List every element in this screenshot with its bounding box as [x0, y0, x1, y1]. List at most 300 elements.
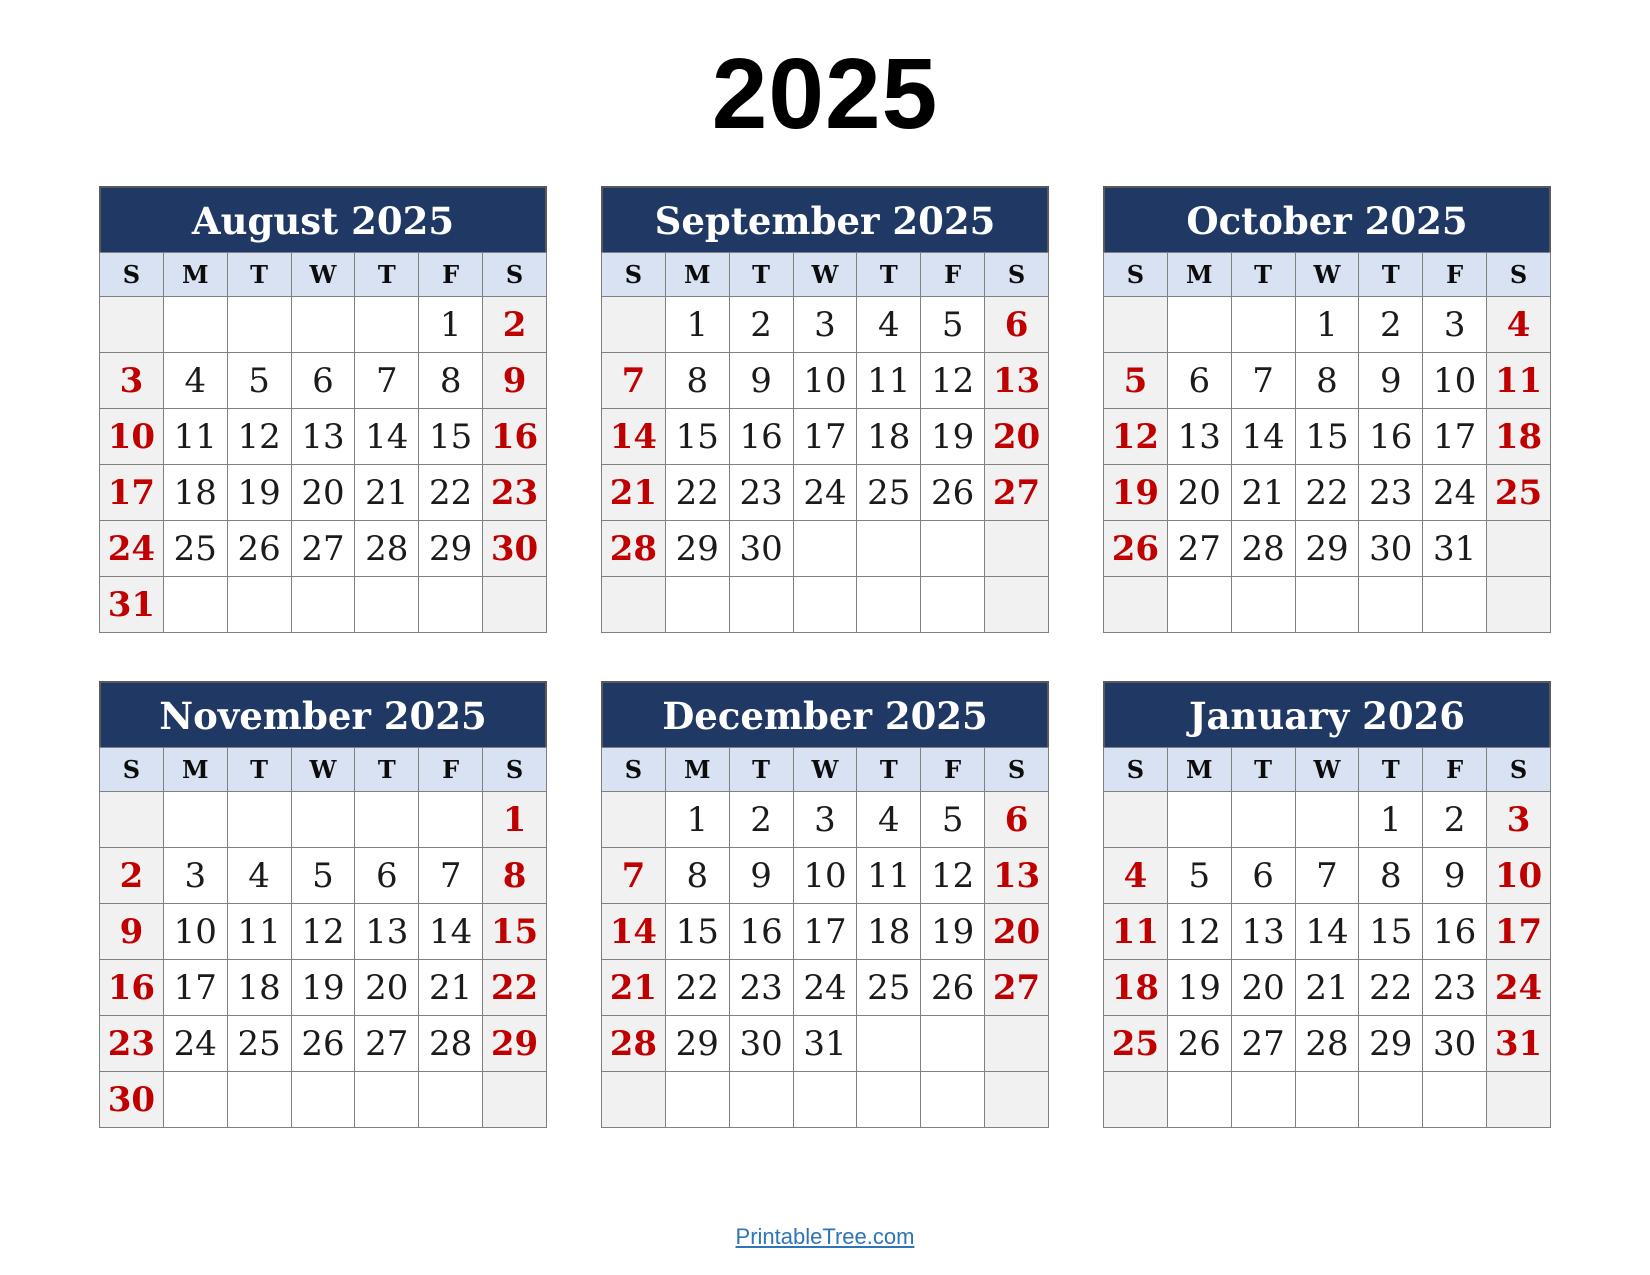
day-cell	[985, 1072, 1049, 1128]
day-cell: 27	[985, 465, 1049, 521]
day-cell: 13	[355, 904, 419, 960]
day-cell: 21	[1295, 960, 1359, 1016]
weekday-header: T	[355, 253, 419, 297]
day-cell: 2	[729, 792, 793, 848]
weekday-header: W	[291, 253, 355, 297]
weekday-header-row	[602, 748, 1049, 792]
month-title: December 2025	[601, 681, 1049, 747]
day-cell: 22	[665, 465, 729, 521]
day-cell: 25	[857, 465, 921, 521]
weekday-header: T	[729, 748, 793, 792]
week-row	[602, 353, 1049, 409]
month-calendar	[99, 186, 547, 633]
day-cell: 7	[602, 848, 666, 904]
day-cell	[227, 1072, 291, 1128]
month-title: October 2025	[1103, 186, 1551, 252]
day-cell	[1359, 577, 1423, 633]
weekday-header: W	[291, 748, 355, 792]
day-cell: 21	[602, 960, 666, 1016]
day-cell: 2	[1423, 792, 1487, 848]
weekday-header: T	[857, 253, 921, 297]
week-row	[602, 577, 1049, 633]
day-cell: 23	[1423, 960, 1487, 1016]
weekday-header: M	[665, 253, 729, 297]
weekday-header: S	[483, 748, 547, 792]
day-cell: 31	[100, 577, 164, 633]
day-cell: 5	[1167, 848, 1231, 904]
weekday-header: M	[665, 748, 729, 792]
day-cell: 1	[665, 297, 729, 353]
week-row	[602, 1072, 1049, 1128]
day-cell: 29	[1295, 521, 1359, 577]
day-cell	[1359, 1072, 1423, 1128]
day-cell	[985, 521, 1049, 577]
day-cell: 11	[163, 409, 227, 465]
day-cell: 1	[1359, 792, 1423, 848]
day-cell	[921, 521, 985, 577]
day-cell	[100, 297, 164, 353]
day-cell: 16	[483, 409, 547, 465]
day-cell: 23	[729, 465, 793, 521]
weekday-header: S	[483, 253, 547, 297]
week-row	[100, 904, 547, 960]
day-cell: 8	[1295, 353, 1359, 409]
day-cell: 8	[665, 848, 729, 904]
day-cell: 17	[163, 960, 227, 1016]
day-cell: 20	[355, 960, 419, 1016]
day-cell	[163, 577, 227, 633]
week-row	[1104, 297, 1551, 353]
week-row	[100, 1016, 547, 1072]
weekday-header: F	[921, 748, 985, 792]
day-cell: 16	[1423, 904, 1487, 960]
day-cell	[1167, 297, 1231, 353]
day-cell	[291, 792, 355, 848]
weekday-header: T	[857, 748, 921, 792]
day-cell: 3	[163, 848, 227, 904]
weekday-header: W	[793, 253, 857, 297]
day-cell	[1295, 1072, 1359, 1128]
week-row	[602, 960, 1049, 1016]
weekday-header-row	[602, 253, 1049, 297]
day-cell: 9	[483, 353, 547, 409]
day-cell	[227, 577, 291, 633]
day-cell	[100, 792, 164, 848]
day-cell: 8	[665, 353, 729, 409]
day-cell: 29	[665, 521, 729, 577]
day-cell	[1487, 1072, 1551, 1128]
day-cell: 22	[665, 960, 729, 1016]
year-title: 2025	[711, 38, 939, 150]
day-cell	[227, 297, 291, 353]
day-cell: 9	[1359, 353, 1423, 409]
day-cell: 13	[1231, 904, 1295, 960]
day-cell	[355, 297, 419, 353]
weekday-header: S	[100, 253, 164, 297]
day-cell: 11	[227, 904, 291, 960]
day-cell	[419, 792, 483, 848]
day-cell: 24	[1423, 465, 1487, 521]
week-row	[100, 353, 547, 409]
day-cell: 10	[793, 353, 857, 409]
weekday-header: T	[227, 748, 291, 792]
day-cell: 20	[985, 904, 1049, 960]
day-cell	[291, 297, 355, 353]
weekday-header: T	[227, 253, 291, 297]
day-cell: 28	[602, 1016, 666, 1072]
day-cell: 21	[419, 960, 483, 1016]
weekday-header: F	[1423, 253, 1487, 297]
day-cell: 14	[419, 904, 483, 960]
day-cell	[291, 577, 355, 633]
day-cell: 12	[1104, 409, 1168, 465]
day-cell	[291, 1072, 355, 1128]
day-cell: 29	[483, 1016, 547, 1072]
week-row	[602, 848, 1049, 904]
day-cell: 31	[1487, 1016, 1551, 1072]
month-table	[99, 252, 547, 633]
day-cell: 24	[793, 960, 857, 1016]
day-cell	[1167, 792, 1231, 848]
week-row	[602, 297, 1049, 353]
week-row	[1104, 1072, 1551, 1128]
day-cell: 15	[1359, 904, 1423, 960]
day-cell: 15	[665, 904, 729, 960]
weekday-header: S	[602, 253, 666, 297]
day-cell: 22	[1359, 960, 1423, 1016]
day-cell: 17	[1487, 904, 1551, 960]
week-row	[100, 1072, 547, 1128]
day-cell: 28	[419, 1016, 483, 1072]
weekday-header: S	[1104, 253, 1168, 297]
day-cell: 27	[1167, 521, 1231, 577]
day-cell: 25	[1104, 1016, 1168, 1072]
day-cell: 23	[1359, 465, 1423, 521]
day-cell: 5	[291, 848, 355, 904]
day-cell: 23	[729, 960, 793, 1016]
day-cell	[483, 1072, 547, 1128]
day-cell: 23	[483, 465, 547, 521]
day-cell	[1231, 1072, 1295, 1128]
day-cell: 8	[419, 353, 483, 409]
day-cell	[1104, 577, 1168, 633]
weekday-header: F	[1423, 748, 1487, 792]
day-cell: 16	[729, 409, 793, 465]
weekday-header-row	[100, 253, 547, 297]
day-cell: 29	[1359, 1016, 1423, 1072]
day-cell: 12	[1167, 904, 1231, 960]
day-cell: 15	[483, 904, 547, 960]
week-row	[602, 904, 1049, 960]
weekday-header-row	[100, 748, 547, 792]
day-cell: 2	[100, 848, 164, 904]
week-row	[1104, 848, 1551, 904]
day-cell: 6	[1231, 848, 1295, 904]
month-title: August 2025	[99, 186, 547, 252]
day-cell: 18	[163, 465, 227, 521]
week-row	[100, 792, 547, 848]
day-cell: 28	[1231, 521, 1295, 577]
day-cell: 2	[483, 297, 547, 353]
day-cell: 6	[291, 353, 355, 409]
day-cell	[729, 1072, 793, 1128]
day-cell: 14	[1231, 409, 1295, 465]
week-row	[1104, 353, 1551, 409]
day-cell: 22	[1295, 465, 1359, 521]
day-cell: 18	[857, 904, 921, 960]
day-cell: 13	[1167, 409, 1231, 465]
day-cell: 27	[355, 1016, 419, 1072]
day-cell: 10	[793, 848, 857, 904]
weekday-header: W	[793, 748, 857, 792]
day-cell: 18	[227, 960, 291, 1016]
day-cell: 17	[1423, 409, 1487, 465]
month-title: January 2026	[1103, 681, 1551, 747]
day-cell: 5	[921, 792, 985, 848]
day-cell: 31	[793, 1016, 857, 1072]
day-cell: 3	[793, 297, 857, 353]
day-cell: 13	[985, 353, 1049, 409]
day-cell: 11	[1104, 904, 1168, 960]
weekday-header: S	[1487, 253, 1551, 297]
weekday-header: T	[355, 748, 419, 792]
day-cell: 28	[355, 521, 419, 577]
day-cell: 1	[1295, 297, 1359, 353]
month-calendar	[601, 681, 1049, 1128]
day-cell: 18	[857, 409, 921, 465]
day-cell: 20	[291, 465, 355, 521]
day-cell: 2	[729, 297, 793, 353]
week-row	[100, 960, 547, 1016]
day-cell: 4	[163, 353, 227, 409]
day-cell: 15	[419, 409, 483, 465]
weekday-header: W	[1295, 253, 1359, 297]
day-cell: 4	[857, 297, 921, 353]
day-cell: 24	[1487, 960, 1551, 1016]
weekday-header: M	[163, 748, 227, 792]
day-cell: 12	[291, 904, 355, 960]
day-cell: 19	[291, 960, 355, 1016]
week-row	[100, 297, 547, 353]
day-cell: 11	[857, 848, 921, 904]
month-calendar	[601, 186, 1049, 633]
weekday-header: S	[602, 748, 666, 792]
day-cell	[857, 521, 921, 577]
weekday-header: S	[1104, 748, 1168, 792]
day-cell: 10	[1423, 353, 1487, 409]
day-cell: 18	[1104, 960, 1168, 1016]
day-cell: 10	[163, 904, 227, 960]
footer-link[interactable]: PrintableTree.com	[735, 1224, 915, 1249]
day-cell: 8	[483, 848, 547, 904]
day-cell	[857, 1016, 921, 1072]
day-cell: 12	[227, 409, 291, 465]
day-cell: 25	[857, 960, 921, 1016]
day-cell: 1	[483, 792, 547, 848]
day-cell: 19	[921, 904, 985, 960]
day-cell: 19	[1167, 960, 1231, 1016]
day-cell: 14	[602, 409, 666, 465]
day-cell: 27	[1231, 1016, 1295, 1072]
day-cell: 7	[419, 848, 483, 904]
day-cell: 6	[985, 297, 1049, 353]
month-table	[601, 747, 1049, 1128]
day-cell	[665, 1072, 729, 1128]
day-cell	[602, 1072, 666, 1128]
weekday-header: S	[1487, 748, 1551, 792]
month-table	[601, 252, 1049, 633]
day-cell	[1487, 577, 1551, 633]
month-title: November 2025	[99, 681, 547, 747]
day-cell: 9	[729, 848, 793, 904]
day-cell: 9	[1423, 848, 1487, 904]
week-row	[100, 465, 547, 521]
day-cell	[921, 1016, 985, 1072]
day-cell: 15	[1295, 409, 1359, 465]
day-cell	[419, 1072, 483, 1128]
weekday-header: M	[163, 253, 227, 297]
week-row	[100, 409, 547, 465]
day-cell: 5	[1104, 353, 1168, 409]
weekday-header: S	[100, 748, 164, 792]
day-cell: 4	[1104, 848, 1168, 904]
day-cell: 16	[729, 904, 793, 960]
day-cell	[793, 577, 857, 633]
day-cell: 28	[1295, 1016, 1359, 1072]
weekday-header: T	[1231, 748, 1295, 792]
day-cell: 22	[483, 960, 547, 1016]
day-cell: 27	[291, 521, 355, 577]
day-cell: 6	[1167, 353, 1231, 409]
day-cell: 17	[100, 465, 164, 521]
day-cell: 6	[985, 792, 1049, 848]
day-cell	[355, 792, 419, 848]
day-cell: 19	[921, 409, 985, 465]
day-cell: 25	[1487, 465, 1551, 521]
day-cell	[1231, 792, 1295, 848]
day-cell: 25	[163, 521, 227, 577]
weekday-header: F	[419, 748, 483, 792]
day-cell: 10	[1487, 848, 1551, 904]
day-cell: 31	[1423, 521, 1487, 577]
day-cell: 4	[227, 848, 291, 904]
day-cell: 10	[100, 409, 164, 465]
day-cell: 16	[1359, 409, 1423, 465]
day-cell: 20	[985, 409, 1049, 465]
week-row	[1104, 1016, 1551, 1072]
day-cell: 2	[1359, 297, 1423, 353]
day-cell	[665, 577, 729, 633]
day-cell: 29	[419, 521, 483, 577]
day-cell	[163, 792, 227, 848]
month-title: September 2025	[601, 186, 1049, 252]
day-cell: 21	[1231, 465, 1295, 521]
week-row	[602, 465, 1049, 521]
day-cell: 30	[1359, 521, 1423, 577]
day-cell	[1104, 1072, 1168, 1128]
day-cell: 3	[793, 792, 857, 848]
day-cell: 6	[355, 848, 419, 904]
day-cell: 3	[1487, 792, 1551, 848]
month-table	[1103, 747, 1551, 1128]
day-cell	[227, 792, 291, 848]
day-cell	[1231, 577, 1295, 633]
weekday-header: F	[921, 253, 985, 297]
week-row	[602, 792, 1049, 848]
day-cell: 24	[163, 1016, 227, 1072]
day-cell	[921, 577, 985, 633]
month-table	[99, 747, 547, 1128]
day-cell: 15	[665, 409, 729, 465]
day-cell: 19	[1104, 465, 1168, 521]
day-cell	[602, 792, 666, 848]
footer	[0, 1224, 1650, 1250]
day-cell	[985, 577, 1049, 633]
day-cell	[857, 577, 921, 633]
day-cell: 12	[921, 353, 985, 409]
day-cell: 11	[1487, 353, 1551, 409]
weekday-header: T	[729, 253, 793, 297]
day-cell: 30	[483, 521, 547, 577]
day-cell: 26	[921, 960, 985, 1016]
week-row	[1104, 960, 1551, 1016]
day-cell	[1104, 792, 1168, 848]
day-cell	[602, 577, 666, 633]
week-row	[1104, 577, 1551, 633]
week-row	[602, 521, 1049, 577]
day-cell	[1167, 1072, 1231, 1128]
day-cell: 17	[793, 904, 857, 960]
day-cell	[163, 297, 227, 353]
day-cell: 11	[857, 353, 921, 409]
day-cell: 7	[1231, 353, 1295, 409]
day-cell: 7	[1295, 848, 1359, 904]
day-cell: 4	[1487, 297, 1551, 353]
weekday-header: F	[419, 253, 483, 297]
day-cell: 14	[602, 904, 666, 960]
weekday-header: W	[1295, 748, 1359, 792]
day-cell: 14	[1295, 904, 1359, 960]
day-cell: 20	[1167, 465, 1231, 521]
day-cell: 25	[227, 1016, 291, 1072]
day-cell: 17	[793, 409, 857, 465]
day-cell: 14	[355, 409, 419, 465]
week-row	[1104, 521, 1551, 577]
day-cell: 4	[857, 792, 921, 848]
day-cell	[1104, 297, 1168, 353]
weekday-header: S	[985, 253, 1049, 297]
day-cell	[1423, 577, 1487, 633]
day-cell: 5	[227, 353, 291, 409]
weekday-header-row	[1104, 253, 1551, 297]
weekday-header: S	[985, 748, 1049, 792]
day-cell	[793, 1072, 857, 1128]
weekday-header: M	[1167, 748, 1231, 792]
day-cell: 12	[921, 848, 985, 904]
day-cell: 28	[602, 521, 666, 577]
day-cell: 3	[100, 353, 164, 409]
weekday-header: T	[1359, 253, 1423, 297]
day-cell: 27	[985, 960, 1049, 1016]
day-cell	[921, 1072, 985, 1128]
weekday-header: T	[1231, 253, 1295, 297]
week-row	[1104, 904, 1551, 960]
day-cell	[985, 1016, 1049, 1072]
weekday-header: T	[1359, 748, 1423, 792]
week-row	[1104, 409, 1551, 465]
weekday-header: M	[1167, 253, 1231, 297]
day-cell	[483, 577, 547, 633]
